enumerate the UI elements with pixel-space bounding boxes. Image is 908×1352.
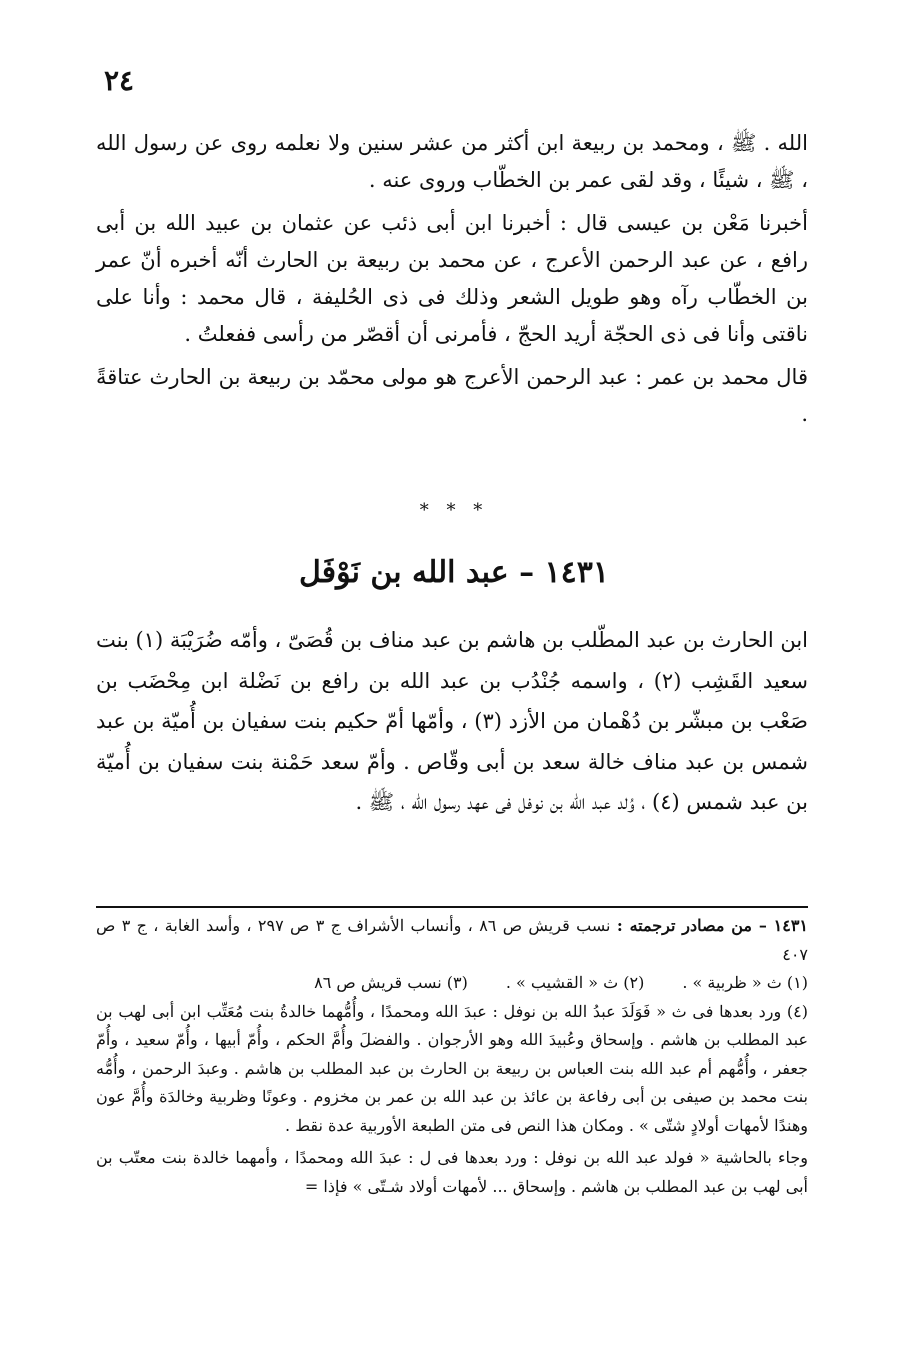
- paragraph: ابن الحارث بن عبد المطّلب بن هاشم بن عبد مناف بن قُصَىّ ، وأمّه ضُرَيْبَة (١) بنت سعيد القَشِب (٢) ، واسمه جُنْدُب بن عبد الله بن رافع بن نَضْلة ابن مِحْضَب بن صَعْب بن مبشّر بن دُهْمان من الأزد (٣) ، وأمّها أمّ حكيم بنت سفيان بن أُميّة بن عبد شمس بن عبد مناف خالة سعد بن أبى وقّاص . وأمّ سعد حَمْنة بنت سفيان بن أُميّة بن عبد شمس (٤) ، وُلد عبد الله بن نوفل فى عهد رسول الله ، ﷺ .: [96, 628, 808, 814]
- sources-text: نسب قريش ص ٨٦ ، وأنساب الأشراف ج ٣ ص ٢٩٧ ، وأسد الغابة ، ج ٣ ص ٤٠٧: [96, 916, 808, 964]
- footnote-divider: [96, 906, 808, 908]
- footnote-continuation: وجاء بالحاشية « فولد عبد الله بن نوفل : ورد بعدها فى ل : عبدَ الله ومحمدًا ، وأمهما خالدة بنت معتّب بن أبى لهب بن عبد المطلب بن هاشم . وإسحاق ... لأمهات أولاد شـتّى » فإذا =: [96, 1148, 808, 1196]
- footnote-1: (١) ث « ظربية » .: [682, 973, 808, 992]
- section-separator: * * *: [419, 500, 489, 521]
- footnote-3: (٣) نسب قريش ص ٨٦: [314, 973, 468, 992]
- footnote-2: (٢) ث « القشيب » .: [505, 973, 645, 992]
- sources-label: ١٤٣١ – من مصادر ترجمته :: [616, 916, 809, 935]
- entry-title: ١٤٣١ – عبد الله بن نَوْفَل: [299, 555, 609, 590]
- paragraph: قال محمد بن عمر : عبد الرحمن الأعرج هو مولى محمّد بن ربيعة بن الحارث عتاقةً .: [96, 365, 808, 426]
- page-number: ٢٤: [104, 64, 135, 97]
- biography-text: [96, 620, 808, 823]
- top-text-block: [96, 125, 808, 439]
- paragraph: أخبرنا مَعْن بن عيسى قال : أخبرنا ابن أبى ذئب عن عثمان بن عبيد الله بن أبى رافع ، عن عبد الرحمن الأعرج ، عن محمد بن ربيعة بن الحارث أنّه أخبره أنّ عمر بن الخطّاب رآه وهو طويل الشعر وذلك فى ذى الحُليفة ، قال محمد : وأنا على ناقتى وأنا فى ذى الحجّة أريد الحجّ ، فأمرنى أن أقصّر من رأسى ففعلتُ .: [96, 211, 808, 346]
- paragraph: الله . ﷺ ، ومحمد بن ربيعة ابن أكثر من عشر سنين ولا نعلمه روى عن رسول الله ، ﷺ ، شيئًا ، وقد لقى عمر بن الخطّاب وروى عنه .: [96, 131, 808, 192]
- footnotes: [96, 912, 808, 1201]
- footnote-row: [96, 969, 808, 998]
- footnote-sources: [96, 912, 808, 969]
- footnote-4: (٤) ورد بعدها فى ث « فَوَلَدَ عبدُ الله بن نوفل : عبدَ الله ومحمدًا ، وأُمُّهما خالدةُ بنت مُعَتِّب ابن أبى لهب بن عبد المطلب بن هاشم . وإسحاق وعُبيدَ الله وهو الأرجوان . والفضلَ وأُمَّ الحكم ، وأُمّ أبيها ، وأُمّ سعيد ، وأُمّ جعفر ، وأُمُّهم أم عبد الله بنت العباس بن ربيعة بن الحارث بن عبد المطلب بن هاشم . وعبدَ الرحمن ، وأُمُّه بنت محمد بن صيفى بن أبى رفاعة بن عائذ بن عبد الله بن عمر بن مخزوم . وعونًا وظربية وخالدَة وأُمَّ عون وهندًا لأمهات أولادٍ شتّى » . ومكان هذا النص فى متن الطبعة الأوربية عدة نقط .: [96, 1001, 809, 1135]
